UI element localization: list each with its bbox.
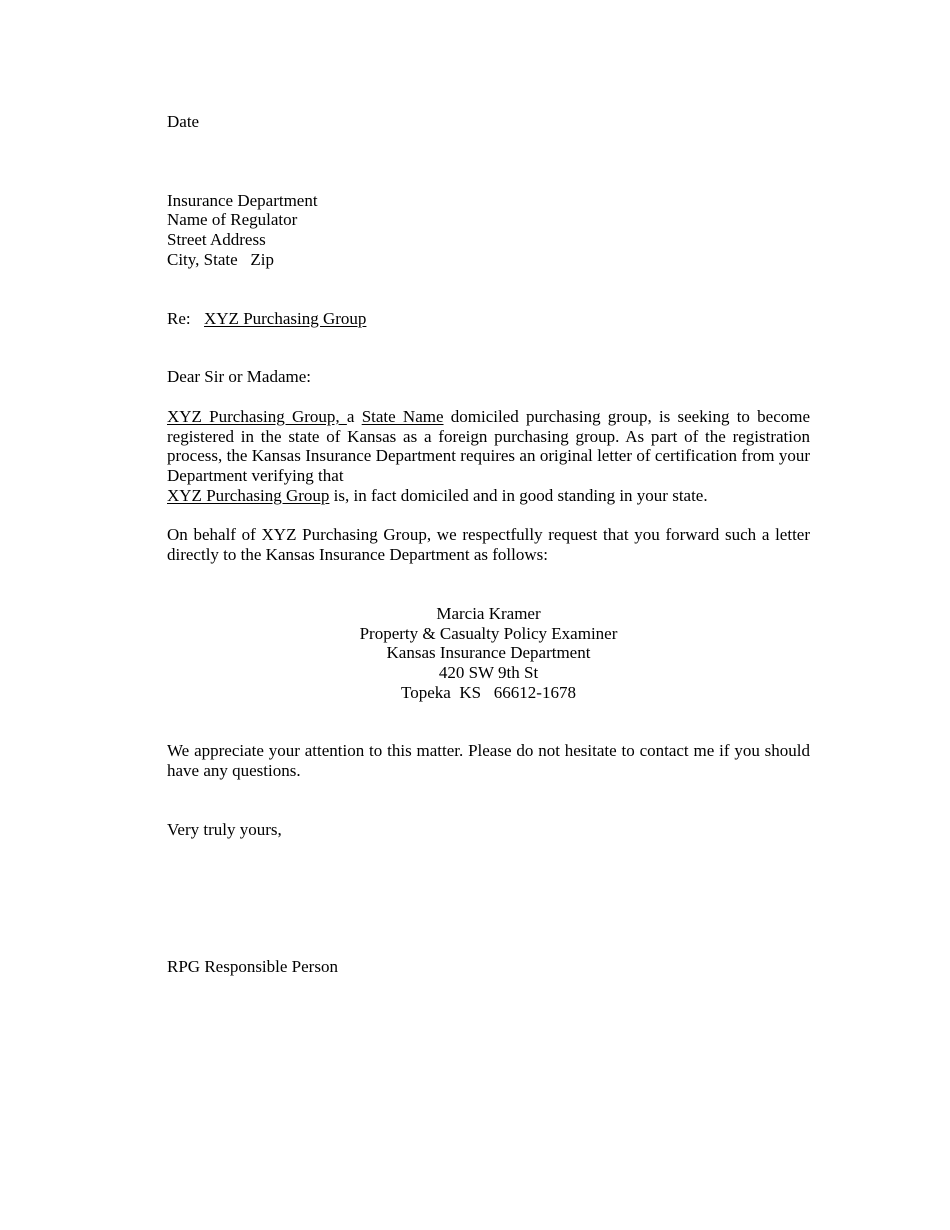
address-line: Street Address [167, 230, 266, 250]
para-text: domiciled purchasing group, is seeking to become registered in the state of Kansas as a foreign purchasing group. As part of the registration process, the Kansas Insurance Department requires an original letter of certification from your Department verifying that [167, 406, 811, 486]
address-line: City, State Zip [167, 249, 275, 269]
recipient-line: 420 SW 9th St [438, 662, 539, 682]
re-label: Re: [167, 308, 191, 328]
recipient-block [167, 604, 810, 703]
letter-date: Date [167, 112, 200, 131]
closing-paragraph: We appreciate your attention to this matter. Please do not hesitate to contact me if you should have any questions. [167, 741, 810, 781]
para-text: is, in fact domiciled and in good standing in your state. [329, 485, 708, 505]
signoff: Very truly yours, [167, 819, 282, 839]
salutation: Dear Sir or Madame: [167, 367, 311, 387]
re-subject: XYZ Purchasing Group [204, 308, 367, 328]
subject-line [167, 309, 810, 329]
inside-address [167, 191, 810, 270]
body-paragraph-2: On behalf of XYZ Purchasing Group, we respectfully request that you forward such a letter directly to the Kansas Insurance Department as follows: [167, 525, 810, 565]
recipient-line: Topeka KS 66612-1678 [401, 682, 576, 702]
address-line: Insurance Department [167, 190, 318, 210]
address-line: Name of Regulator [167, 210, 298, 230]
recipient-line: Property & Casualty Policy Examiner [359, 623, 618, 643]
para-text: a [346, 406, 362, 426]
signature-name: RPG Responsible Person [167, 957, 338, 977]
recipient-line: Marcia Kramer [436, 603, 541, 623]
state-name-placeholder: State Name [361, 406, 444, 426]
body-paragraph-1 [167, 407, 810, 506]
group-name-placeholder: XYZ Purchasing Group, [167, 406, 347, 426]
letter-page [167, 112, 810, 977]
group-name-placeholder: XYZ Purchasing Group [167, 485, 330, 505]
recipient-line: Kansas Insurance Department [386, 643, 591, 663]
